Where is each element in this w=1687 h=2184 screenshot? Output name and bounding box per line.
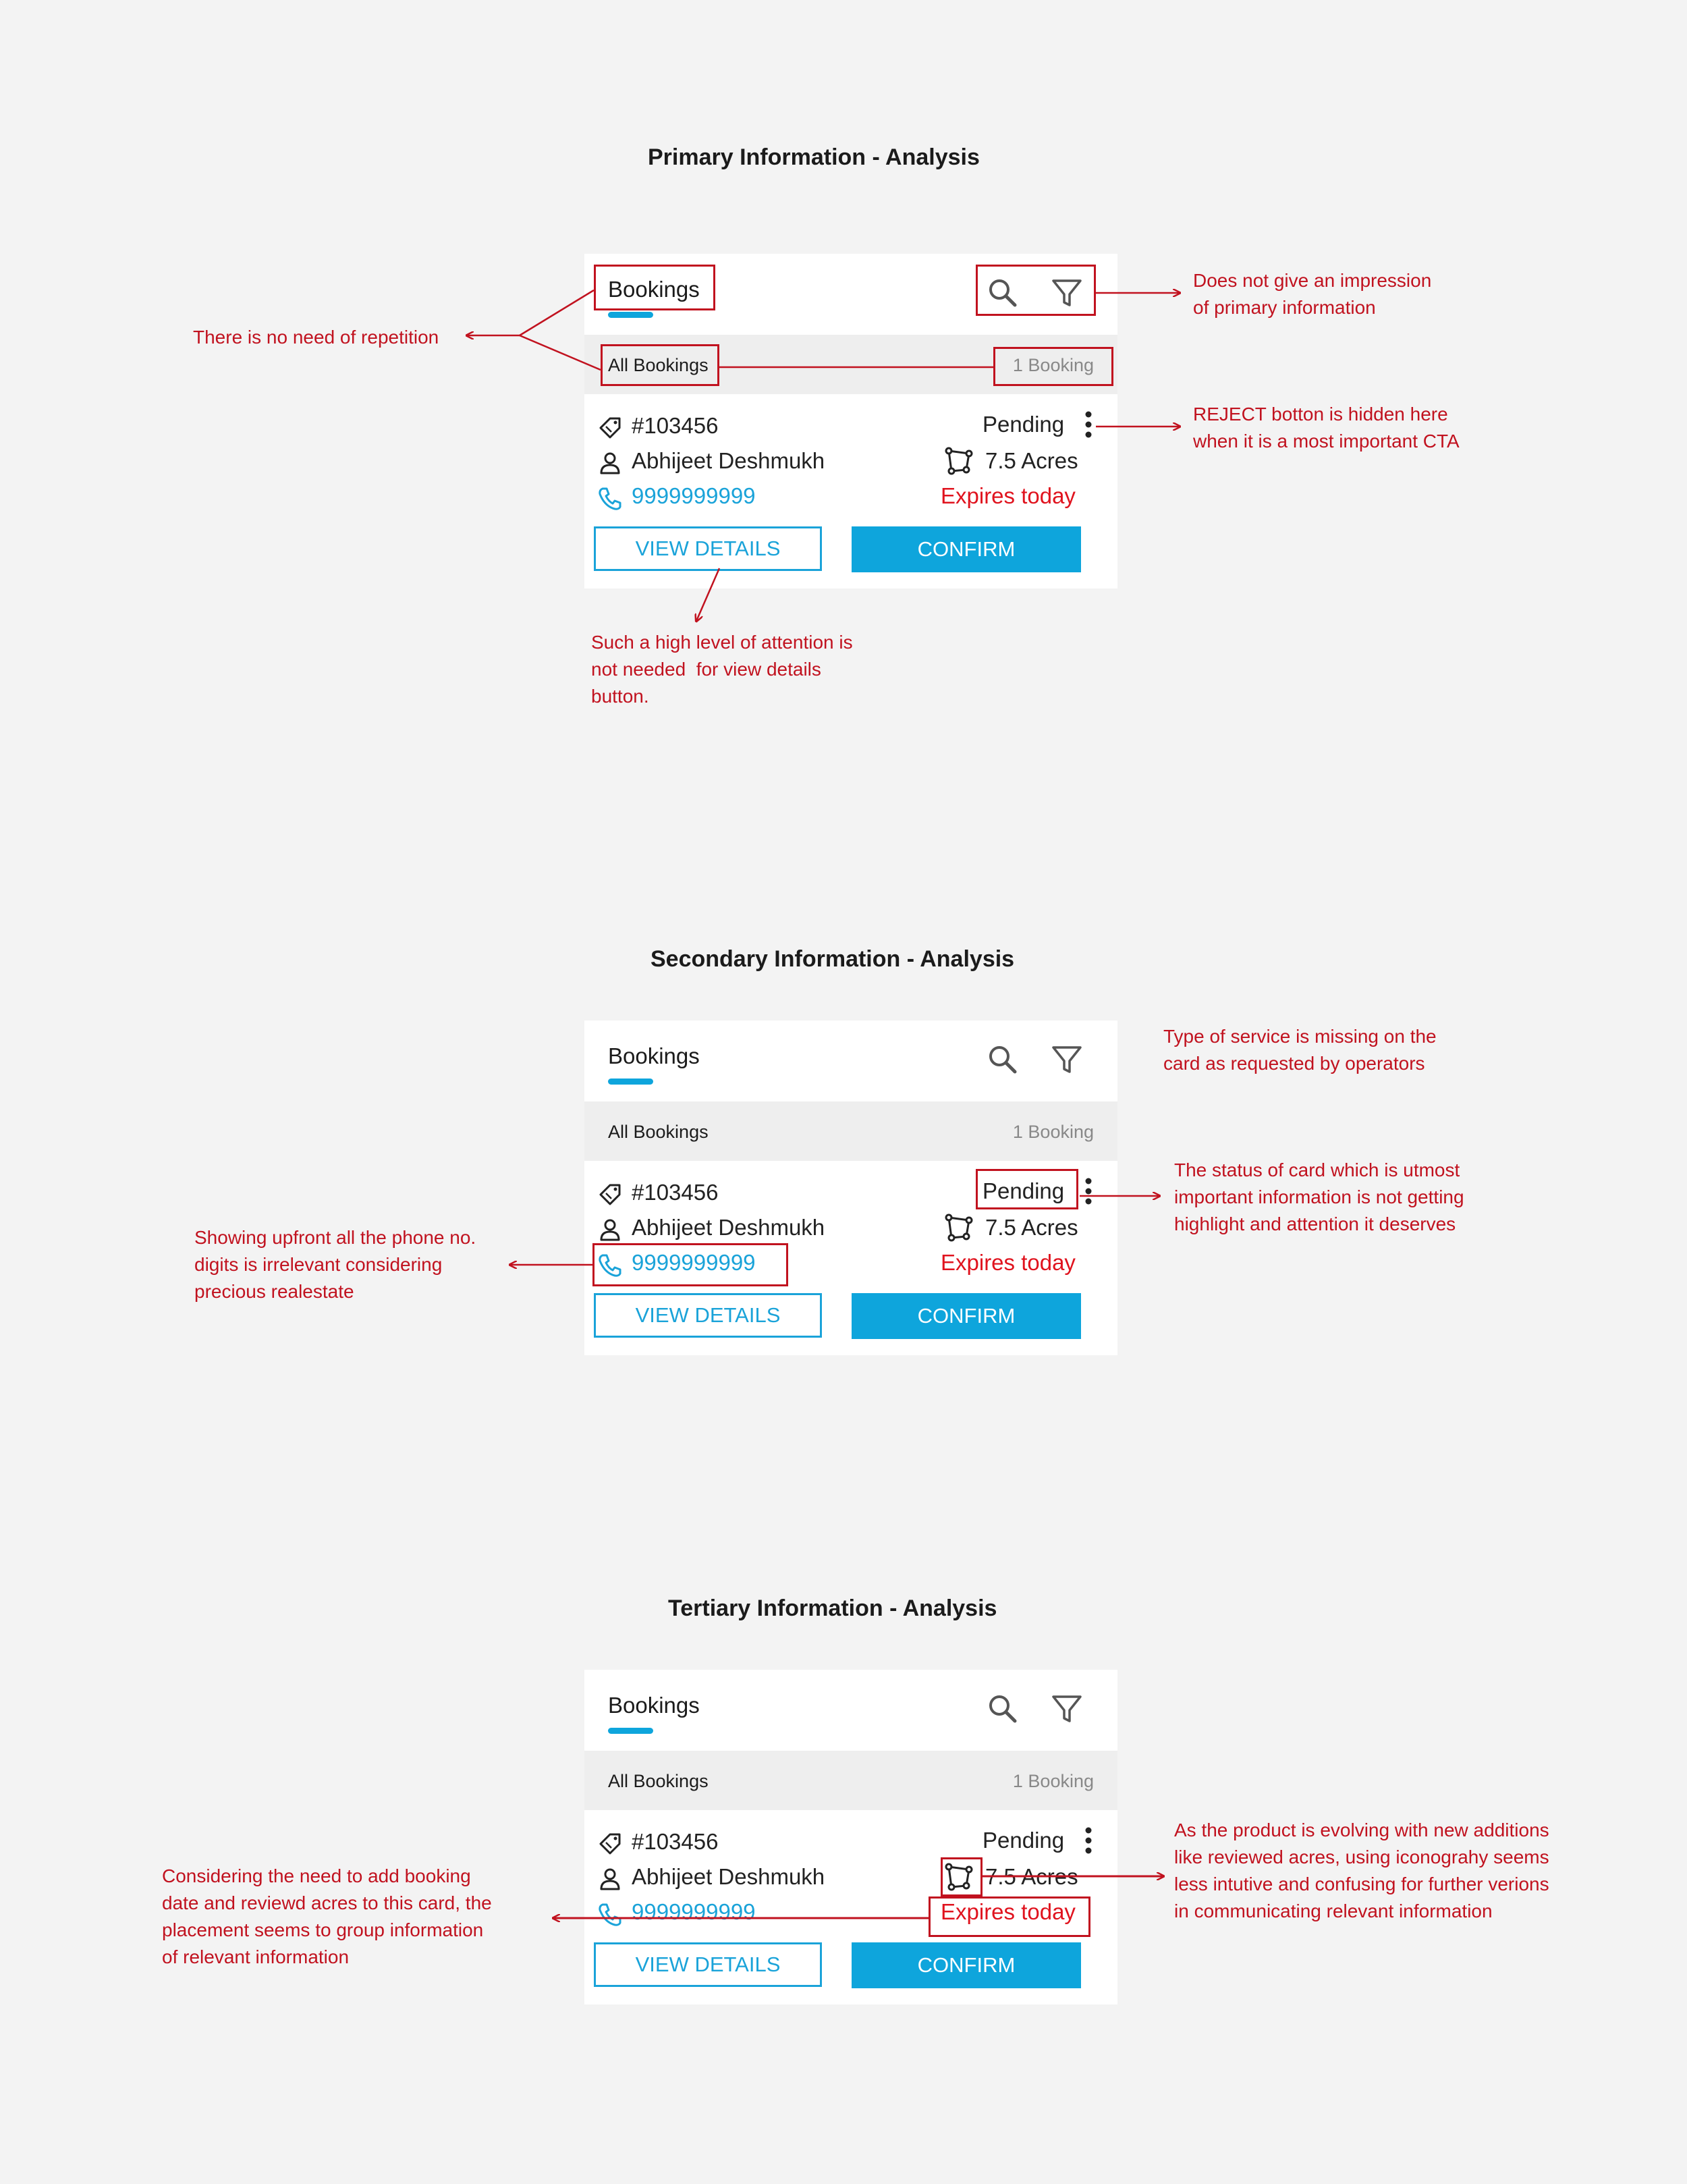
status-badge: Pending: [983, 412, 1065, 437]
expiry-text: Expires today: [941, 1899, 1076, 1924]
customer-name: Abhijeet Deshmukh: [632, 1864, 825, 1889]
customer-name: Abhijeet Deshmukh: [632, 1215, 825, 1240]
booking-id: #103456: [632, 413, 719, 438]
all-bookings-label: All Bookings: [608, 355, 709, 375]
expiry-text: Expires today: [941, 483, 1076, 508]
note-status-highlight: The status of card which is utmost important information is not getting highlight and attention it deserves: [1174, 1159, 1464, 1234]
section-title-secondary: Secondary Information - Analysis: [651, 946, 1015, 972]
booking-count: 1 Booking: [1012, 1122, 1094, 1142]
view-details-button[interactable]: VIEW DETAILS: [594, 526, 822, 571]
booking-count: 1 Booking: [1012, 355, 1094, 375]
note-iconography: As the product is evolving with new additions like reviewed acres, using iconograhy seems less intutive and confusing for further verions in communicating relevant information: [1174, 1820, 1549, 1921]
note-phone-digits: Showing upfront all the phone no. digits is irrelevant considering precious realestate: [194, 1227, 476, 1302]
all-bookings-label: All Bookings: [608, 1771, 709, 1791]
app-title[interactable]: Bookings: [608, 277, 700, 302]
view-details-button[interactable]: VIEW DETAILS: [594, 1942, 822, 1987]
section-title-tertiary: Tertiary Information - Analysis: [668, 1595, 997, 1621]
note-reject-hidden: REJECT botton is hidden here when it is a most important CTA: [1193, 404, 1460, 452]
expiry-text: Expires today: [941, 1250, 1076, 1275]
booking-id: #103456: [632, 1180, 719, 1205]
confirm-button[interactable]: CONFIRM: [852, 526, 1081, 572]
acres-value: 7.5 Acres: [985, 1864, 1078, 1889]
customer-name: Abhijeet Deshmukh: [632, 448, 825, 473]
confirm-button[interactable]: CONFIRM: [852, 1293, 1081, 1339]
app-title[interactable]: Bookings: [608, 1043, 700, 1068]
phone-number[interactable]: 9999999999: [632, 1899, 756, 1924]
phone-number[interactable]: 9999999999: [632, 1250, 756, 1275]
booking-count: 1 Booking: [1012, 1771, 1094, 1791]
status-badge: Pending: [983, 1178, 1065, 1203]
note-view-details: Such a high level of attention is not needed for view details button.: [591, 632, 853, 707]
phone-number[interactable]: 9999999999: [632, 483, 756, 508]
note-primary-info: Does not give an impression of primary information: [1193, 270, 1432, 318]
app-title[interactable]: Bookings: [608, 1693, 700, 1718]
note-booking-date: Considering the need to add booking date and reviewd acres to this card, the placement seems to group information of relevant information: [162, 1865, 492, 1967]
all-bookings-label: All Bookings: [608, 1122, 709, 1142]
section-title-primary: Primary Information - Analysis: [648, 144, 980, 170]
view-details-button[interactable]: VIEW DETAILS: [594, 1293, 822, 1338]
booking-id: #103456: [632, 1829, 719, 1854]
note-service-type: Type of service is missing on the card as requested by operators: [1163, 1026, 1437, 1074]
acres-value: 7.5 Acres: [985, 448, 1078, 473]
acres-value: 7.5 Acres: [985, 1215, 1078, 1240]
confirm-button[interactable]: CONFIRM: [852, 1942, 1081, 1988]
note-repetition: There is no need of repetition: [193, 327, 439, 348]
status-badge: Pending: [983, 1828, 1065, 1853]
